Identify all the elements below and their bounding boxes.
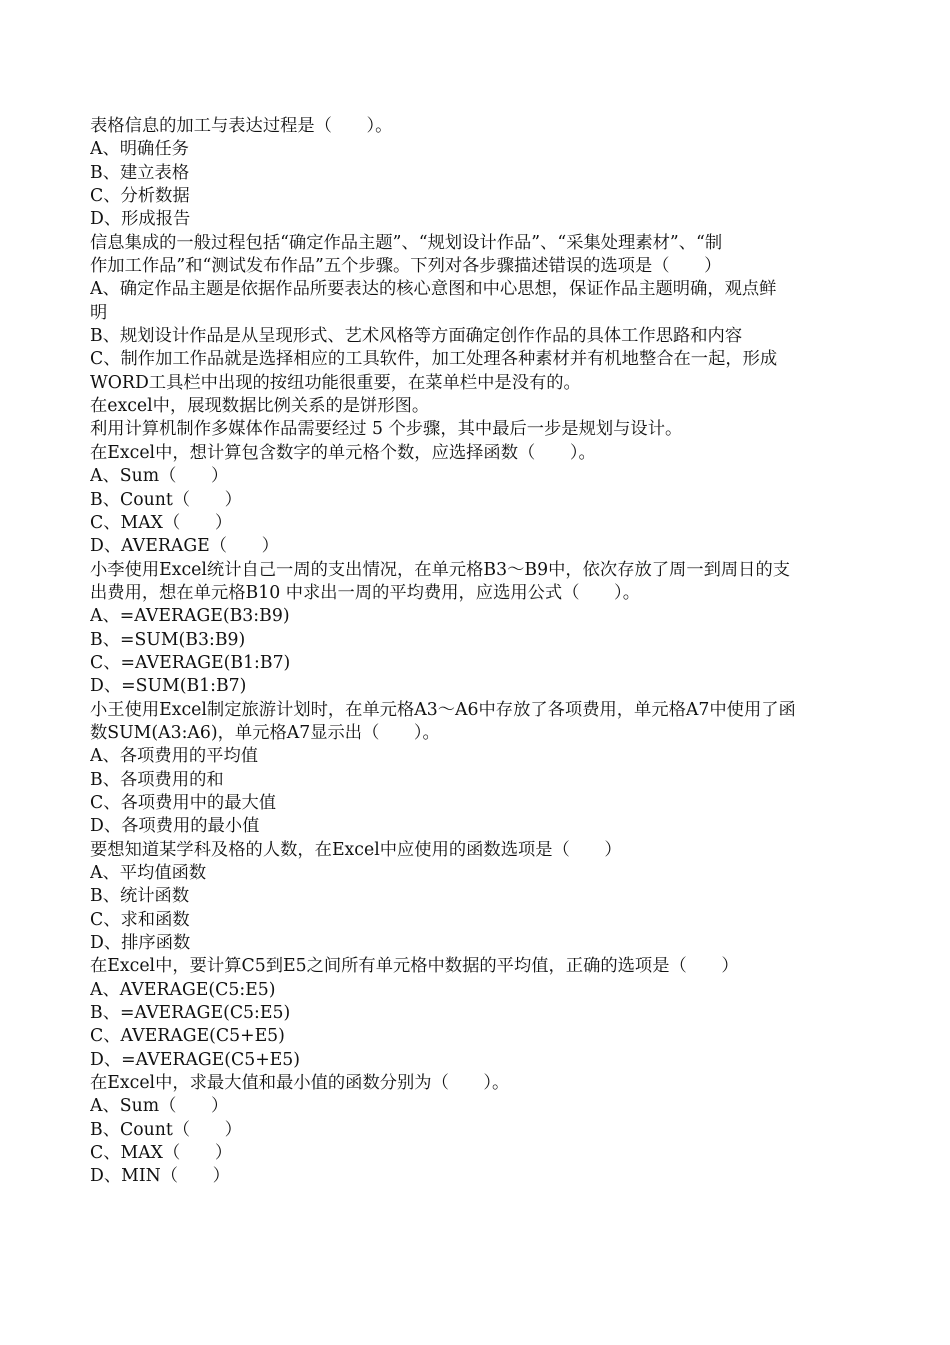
answer-option: C、MAX（ ） xyxy=(90,512,233,533)
answer-option: B、统计函数 xyxy=(90,886,190,907)
answer-option: B、各项费用的和 xyxy=(90,769,224,790)
statement: 利用计算机制作多媒体作品需要经过 5 个步骤，其中最后一步是规划与设计。 xyxy=(90,419,683,440)
answer-option: C、制作加工作品就是选择相应的工具软件，加工处理各种素材并有机地整合在一起，形成 xyxy=(90,349,778,370)
answer-option: C、求和函数 xyxy=(90,909,190,930)
answer-option: D、各项费用的最小值 xyxy=(90,816,260,837)
question-stem-continued: 数SUM(A3:A6)，单元格A7显示出（ ）。 xyxy=(90,722,440,743)
answer-option: A、确定作品主题是依据作品所要表达的核心意图和中心思想，保证作品主题明确，观点鲜 xyxy=(90,279,777,300)
answer-option: B、=AVERAGE(C5:E5) xyxy=(90,1003,291,1024)
question-stem: 在Excel中，要计算C5到E5之间所有单元格中数据的平均值，正确的选项是（ ） xyxy=(90,956,739,977)
answer-option: C、AVERAGE(C5+E5) xyxy=(90,1026,285,1047)
answer-option: C、=AVERAGE(B1:B7) xyxy=(90,652,291,673)
question-stem: 信息集成的一般过程包括“确定作品主题”、“规划设计作品”、“采集处理素材”、“制 xyxy=(90,232,723,253)
question-stem: 在Excel中，想计算包含数字的单元格个数，应选择函数（ ）。 xyxy=(90,442,596,463)
question-stem: 小王使用Excel制定旅游计划时，在单元格A3～A6中存放了各项费用，单元格A7中使用了函 xyxy=(90,699,796,720)
answer-option: D、形成报告 xyxy=(90,209,191,230)
document-page xyxy=(90,115,865,1189)
answer-option: C、MAX（ ） xyxy=(90,1143,233,1164)
answer-option: A、=AVERAGE(B3:B9) xyxy=(90,606,290,627)
answer-option: A、AVERAGE(C5:E5) xyxy=(90,979,276,1000)
answer-option: C、各项费用中的最大值 xyxy=(90,792,277,813)
question-stem-continued: 出费用，想在单元格B10 中求出一周的平均费用，应选用公式（ ）。 xyxy=(90,582,640,603)
answer-option: B、规划设计作品是从呈现形式、艺术风格等方面确定创作作品的具体工作思路和内容 xyxy=(90,326,743,347)
answer-option: A、各项费用的平均值 xyxy=(90,746,259,767)
answer-option: A、Sum（ ） xyxy=(90,1096,229,1117)
answer-option: A、平均值函数 xyxy=(90,863,207,883)
question-stem: 小李使用Excel统计自己一周的支出情况，在单元格B3～B9中，依次存放了周一到周日的支 xyxy=(90,559,791,580)
answer-option: B、Count（ ） xyxy=(90,489,242,510)
question-stem: 表格信息的加工与表达过程是（ ）。 xyxy=(90,116,393,136)
question-stem-continued: 作加工作品”和“测试发布作品”五个步骤。下列对各步骤描述错误的选项是（ ） xyxy=(90,256,722,277)
answer-option: D、=AVERAGE(C5+E5) xyxy=(90,1049,301,1070)
answer-option: D、排序函数 xyxy=(90,933,191,954)
answer-option: A、Sum（ ） xyxy=(90,466,229,487)
answer-option: D、MIN（ ） xyxy=(90,1166,230,1187)
answer-option: D、AVERAGE（ ） xyxy=(90,536,279,557)
answer-option: B、=SUM(B3:B9) xyxy=(90,629,246,650)
question-stem: 要想知道某学科及格的人数，在Excel中应使用的函数选项是（ ） xyxy=(90,839,622,860)
answer-option: C、分析数据 xyxy=(90,186,190,207)
statement: WORD工具栏中出现的按纽功能很重要，在菜单栏中是没有的。 xyxy=(90,372,581,393)
answer-option: A、明确任务 xyxy=(90,139,189,160)
statement: 在excel中，展现数据比例关系的是饼形图。 xyxy=(90,396,430,417)
question-stem: 在Excel中，求最大值和最小值的函数分别为（ ）。 xyxy=(90,1073,510,1094)
answer-option-continued: 明 xyxy=(90,302,108,323)
answer-option: D、=SUM(B1:B7) xyxy=(90,676,247,697)
answer-option: B、Count（ ） xyxy=(90,1119,242,1140)
answer-option: B、建立表格 xyxy=(90,162,190,183)
